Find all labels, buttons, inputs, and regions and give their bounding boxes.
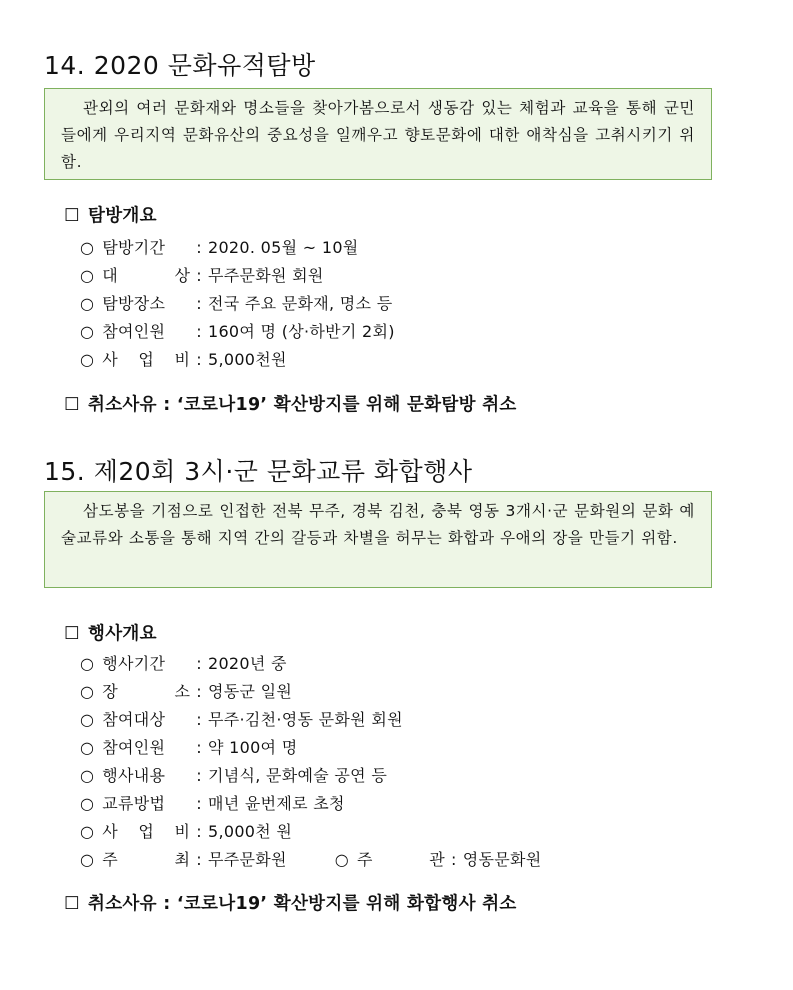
colon: :: [196, 322, 202, 341]
colon: :: [451, 850, 457, 869]
item-label: 주 최: [102, 850, 191, 869]
circle-bullet-icon: ○: [80, 322, 95, 341]
section-15-cancel-heading: [64, 890, 517, 915]
item-label: 행사기간: [102, 654, 166, 673]
circle-bullet-icon: ○: [80, 822, 95, 841]
circle-bullet-icon: ○: [80, 238, 95, 257]
list-item: [80, 734, 542, 762]
item-value: 무주문화원: [207, 850, 287, 869]
section-14-purpose-text: 관외의 여러 문화재와 명소들을 찾아가봄으로서 생동감 있는 체험과 교육을 통해 군민들에게 우리지역 문화유산의 중요성을 일깨우고 향토문화에 대한 애착심을 고취시키기 위함.: [61, 99, 695, 171]
item-value: 2020. 05월 ~ 10월: [207, 238, 359, 257]
item-label: 장 소: [102, 682, 191, 701]
colon: :: [196, 766, 202, 785]
item-value: 영동문화원: [462, 850, 542, 869]
item-value: 기념식, 문화예술 공연 등: [207, 766, 388, 785]
item-value: 5,000천 원: [207, 822, 293, 841]
checkbox-icon: ☐: [64, 624, 80, 644]
colon: :: [196, 738, 202, 757]
heading-label: 행사개요: [88, 624, 157, 644]
item-label: 행사내용: [102, 766, 166, 785]
heading-label: 취소사유 : ‘코로나19’ 확산방지를 위해 문화탐방 취소: [88, 395, 517, 415]
list-item: [80, 818, 542, 846]
circle-bullet-icon: ○: [80, 294, 95, 313]
item-value: 영동군 일원: [207, 682, 293, 701]
colon: :: [196, 350, 202, 369]
list-item: [80, 678, 542, 706]
section-15-purpose-text: 삼도봉을 기점으로 인접한 전북 무주, 경북 김천, 충북 영동 3개시·군 문화원의 문화 예술교류와 소통을 통해 지역 간의 갈등과 차별을 허무는 화합과 우애의 장을 만들기 위함.: [61, 502, 695, 547]
list-item: [80, 846, 542, 874]
circle-bullet-icon: ○: [80, 794, 95, 813]
item-label: 참여인원: [102, 738, 166, 757]
item-value: 무주·김천·영동 문화원 회원: [207, 710, 403, 729]
list-item: [80, 262, 395, 290]
colon: :: [196, 294, 202, 313]
list-item: [80, 318, 395, 346]
colon: :: [196, 850, 202, 869]
section-14-cancel-heading: [64, 391, 517, 416]
list-item: [80, 762, 542, 790]
circle-bullet-icon: ○: [80, 850, 95, 869]
item-label: 주 관: [357, 850, 446, 869]
item-label: 교류방법: [102, 794, 166, 813]
section-14-purpose-box: [44, 88, 712, 180]
item-label: 탐방장소: [102, 294, 166, 313]
colon: :: [196, 266, 202, 285]
item-label: 탐방기간: [102, 238, 166, 257]
list-item: [80, 706, 542, 734]
circle-bullet-icon: ○: [80, 766, 95, 785]
circle-bullet-icon: ○: [80, 266, 95, 285]
item-label: 사 업 비: [102, 350, 191, 369]
checkbox-icon: ☐: [64, 894, 80, 914]
circle-bullet-icon: ○: [334, 850, 350, 869]
list-item: [80, 290, 395, 318]
item-label: 대 상: [102, 266, 191, 285]
second-item: [335, 850, 542, 869]
colon: :: [196, 238, 202, 257]
colon: :: [196, 794, 202, 813]
section-15-overview-heading: [64, 620, 157, 645]
item-value: 약 100여 명: [207, 738, 298, 757]
item-label: 참여대상: [102, 710, 166, 729]
circle-bullet-icon: ○: [80, 350, 95, 369]
circle-bullet-icon: ○: [80, 710, 95, 729]
item-value: 전국 주요 문화재, 명소 등: [207, 294, 393, 313]
colon: :: [196, 682, 202, 701]
section-15-title: 15. 제20회 3시·군 문화교류 화합행사: [44, 457, 473, 486]
item-value: 160여 명 (상·하반기 2회): [207, 322, 395, 341]
circle-bullet-icon: ○: [80, 654, 95, 673]
item-value: 2020년 중: [207, 654, 287, 673]
colon: :: [196, 710, 202, 729]
section-15-overview-list: [80, 650, 542, 874]
heading-label: 탐방개요: [88, 206, 157, 226]
colon: :: [196, 822, 202, 841]
item-value: 5,000천원: [207, 350, 287, 369]
circle-bullet-icon: ○: [80, 738, 95, 757]
list-item: [80, 234, 395, 262]
item-value: 매년 윤번제로 초청: [207, 794, 345, 813]
list-item: [80, 650, 542, 678]
checkbox-icon: ☐: [64, 206, 80, 226]
section-15-purpose-box: [44, 491, 712, 588]
circle-bullet-icon: ○: [80, 682, 95, 701]
list-item: [80, 790, 542, 818]
section-14-overview-heading: [64, 202, 157, 227]
checkbox-icon: ☐: [64, 395, 80, 415]
colon: :: [196, 654, 202, 673]
section-14-title: 14. 2020 문화유적탐방: [44, 51, 316, 80]
item-label: 사 업 비: [102, 822, 191, 841]
heading-label: 취소사유 : ‘코로나19’ 확산방지를 위해 화합행사 취소: [88, 894, 517, 914]
item-value: 무주문화원 회원: [207, 266, 324, 285]
item-label: 참여인원: [102, 322, 166, 341]
list-item: [80, 346, 395, 374]
section-14-overview-list: [80, 234, 395, 374]
